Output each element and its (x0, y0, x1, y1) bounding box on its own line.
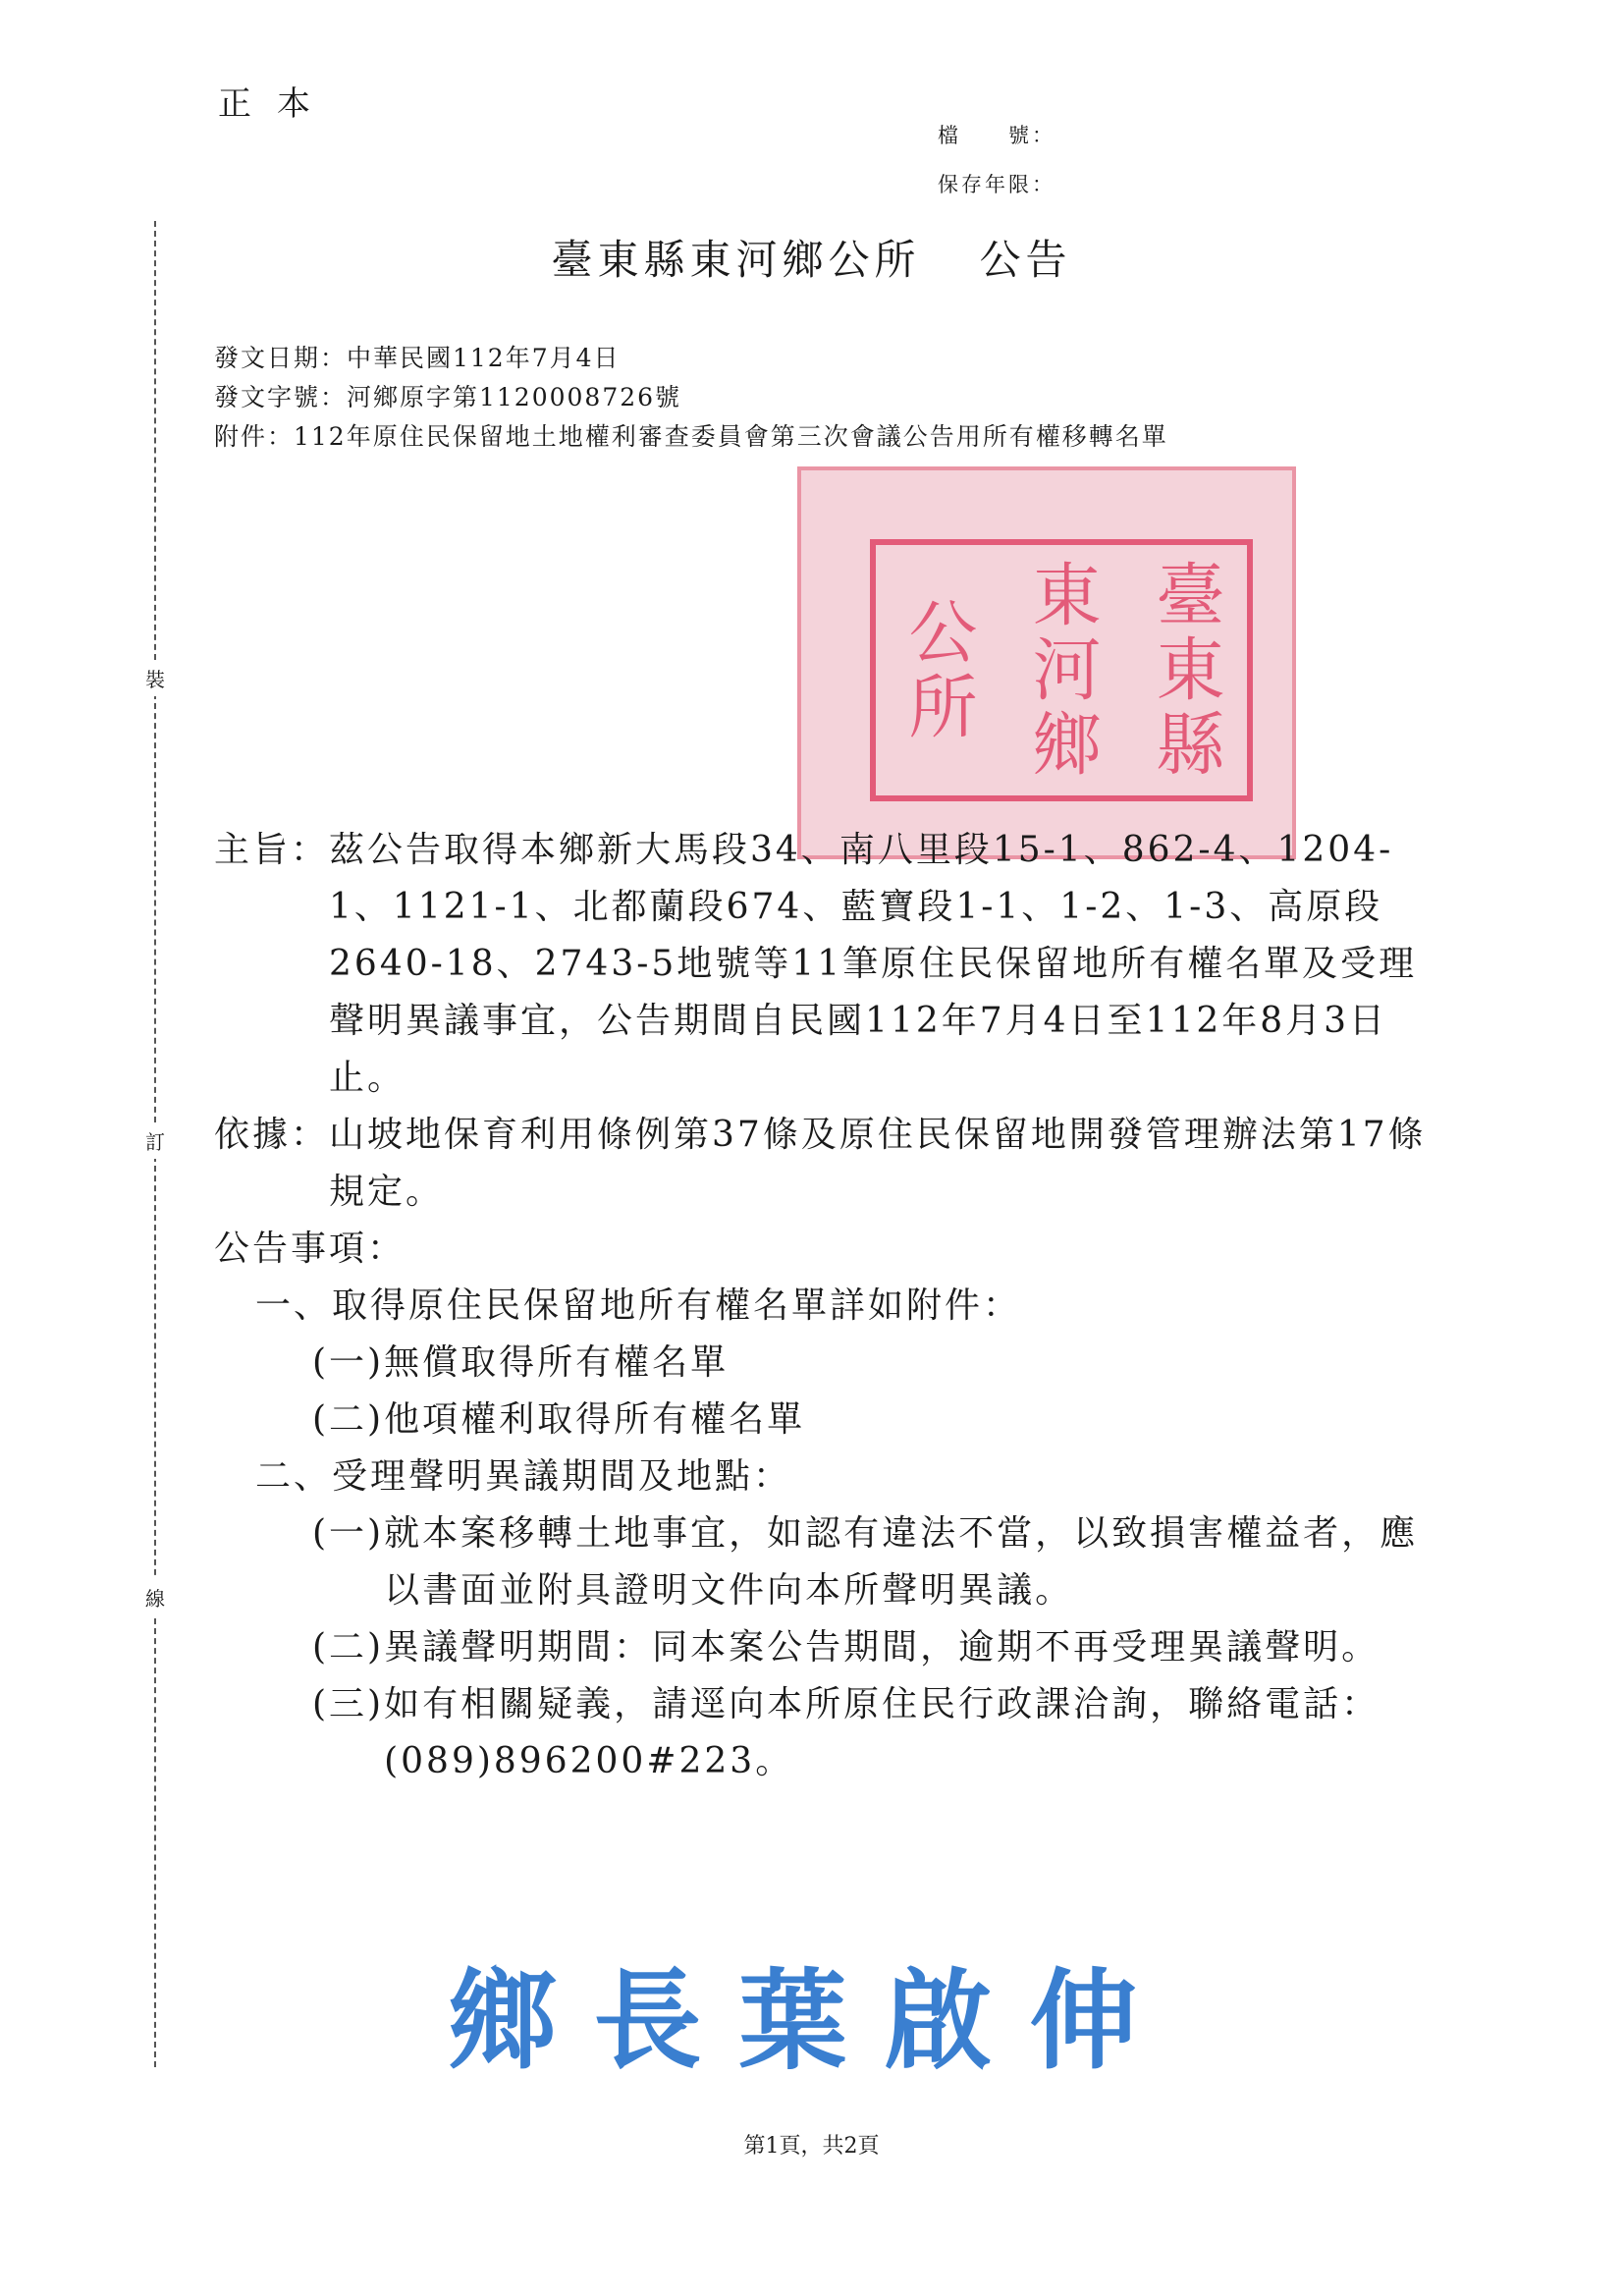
seal-column: 臺東縣 (1145, 558, 1225, 783)
basis-label: 依據： (214, 1115, 330, 1155)
subitem-number: (三) (312, 1684, 385, 1724)
subitem-text: 他項權利取得所有權名單 (384, 1399, 806, 1440)
document-type: 公告 (979, 236, 1072, 284)
notice-subitem (214, 1335, 1436, 1392)
mayor-signature-stamp: 鄉長葉啟伸 (448, 1957, 1175, 2084)
notice-item-1 (214, 1278, 1436, 1335)
page-number: 第1頁，共2頁 (743, 2134, 880, 2159)
item-text: 受理聲明異議期間及地點： (332, 1456, 792, 1497)
basis-text: 山坡地保育利用條例第37條及原住民保留地開發管理辦法第17條規定。 (329, 1115, 1427, 1212)
item-text: 取得原住民保留地所有權名單詳如附件： (332, 1285, 1022, 1326)
subitem-text: 異議聲明期間：同本案公告期間，逾期不再受理異議聲明。 (384, 1627, 1380, 1667)
subitem-text: 就本案移轉土地事宜，如認有違法不當，以致損害權益者，應以書面並附具證明文件向本所聲明異議。 (384, 1513, 1419, 1611)
subitem-text: 無償取得所有權名單 (384, 1342, 730, 1383)
subitem-number: (二) (312, 1627, 385, 1667)
retention-period-label: 保存年限： (938, 173, 1055, 196)
subject-text: 茲公告取得本鄉新大馬段34、南八里段15-1、862-4、1204-1、1121-1、北都蘭段674、藍寶段1-1、1-2、1-3、高原段2640-18、2743-5地號等11筆原住民保留地所有權名單及受理聲明異議事宜，公告期間自民國112年7月4日至112年8月3日止。 (329, 830, 1418, 1098)
subitem-number: (二) (312, 1399, 385, 1440)
subitem-number: (一) (312, 1342, 385, 1383)
subject-paragraph (214, 822, 1436, 1107)
notice-item-2 (214, 1449, 1436, 1505)
agency-name: 臺東縣東河鄉公所 (551, 236, 921, 284)
notice-subitem (214, 1392, 1436, 1449)
notice-subitem (214, 1676, 1436, 1790)
notice-subitem (214, 1619, 1436, 1676)
official-seal (797, 466, 1296, 859)
item-number: 一、 (255, 1285, 333, 1326)
file-number-label: 檔 號： (938, 124, 1055, 147)
subitem-number: (一) (312, 1513, 385, 1554)
reference-number: 發文字號：河鄉原字第1120008726號 (214, 383, 682, 411)
notice-heading: 公告事項： (214, 1229, 406, 1269)
seal-column: 公所 (897, 595, 978, 745)
binding-mark-ding: 訂 (144, 1122, 166, 1159)
issue-date: 發文日期：中華民國112年7月4日 (214, 344, 621, 372)
copy-label: 正本 (218, 84, 336, 124)
notice-subitem (214, 1505, 1436, 1619)
item-number: 二、 (255, 1456, 333, 1497)
page-title (0, 228, 1623, 287)
subject-label: 主旨： (214, 830, 330, 870)
attachment-line: 附件：112年原住民保留地土地權利審查委員會第三次會議公告用所有權移轉名單 (214, 422, 1168, 451)
subitem-text: 如有相關疑義，請逕向本所原住民行政課洽詢，聯絡電話：(089)896200#223。 (384, 1684, 1380, 1781)
basis-paragraph (214, 1107, 1436, 1221)
binding-mark-xian: 線 (144, 1579, 166, 1615)
notice-body (214, 822, 1436, 1790)
seal-column: 東河鄉 (1021, 558, 1102, 783)
binding-mark-zhuang: 裝 (144, 660, 166, 696)
